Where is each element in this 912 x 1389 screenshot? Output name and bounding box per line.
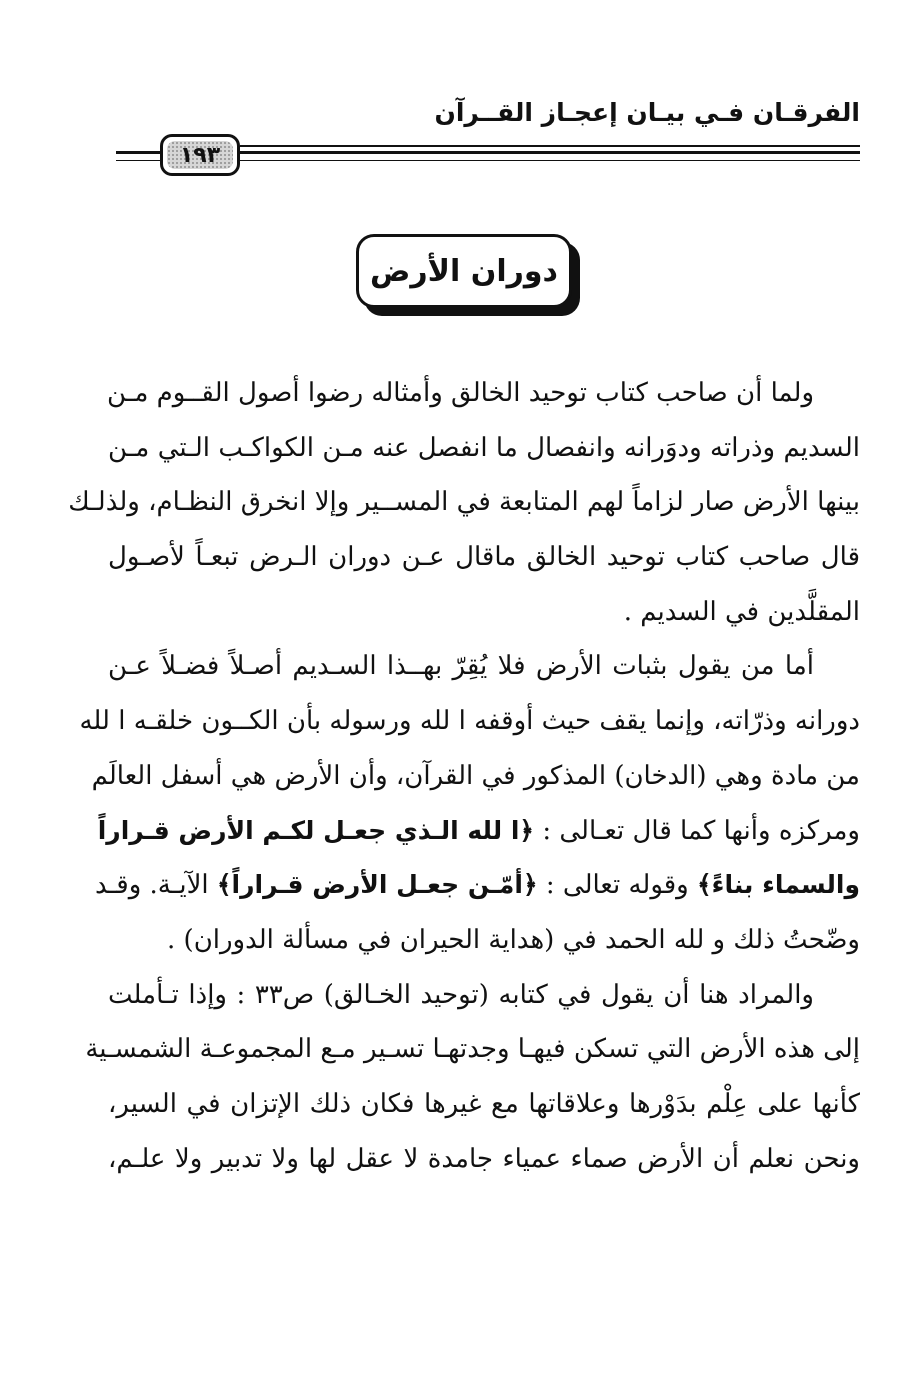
page-number-box: [160, 134, 240, 176]
text-line: كأنها على عِلْم بدَوْرها وعلاقاتها مع غيرها فكان ذلك الإتزان في السير،: [108, 1088, 860, 1119]
text-line: بينها الأرض صار لزاماً لهم المتابعة في المســير وإلا انخرق النظـام، ولذلـك: [68, 487, 860, 518]
text-line: قال صاحب كتاب توحيد الخالق ماقال عـن دوران الـرض تبعـاً لأصـول: [108, 542, 860, 573]
text-segment: ومركزه وأنها كما قال تعـالى :: [542, 815, 860, 846]
text-line: إلى هذه الأرض التي تسكن فيهـا وجدتهـا تسـير مـع المجموعـة الشمسـية: [85, 1034, 860, 1065]
running-title: الفرقـان فـي بيـان إعجـاز القــرآن: [434, 98, 860, 127]
quran-verse: ﴿أمّـن جعـل الأرض قـراراً﴾: [216, 870, 538, 900]
quran-verse: ﴿ا لله الـذي جعـل لكـم الأرض قـراراً: [97, 815, 535, 845]
quran-verse: والسماء بناءً﴾: [697, 870, 860, 900]
page-number: ١٩٣: [167, 141, 233, 169]
text-segment: الآيـة. وقـد: [95, 870, 209, 901]
header-rule: [240, 145, 860, 147]
header-rule: [116, 160, 162, 161]
text-line: ونحن نعلم أن الأرض صماء عمياء جامدة لا عقل لها ولا تدبير ولا علـم،: [108, 1143, 860, 1174]
header-rule: [240, 160, 860, 161]
text-line: من مادة وهي (الدخان) المذكور في القرآن، وأن الأرض هي أسفل العالَم: [91, 760, 860, 791]
text-line: المقلَّدين في السديم .: [623, 596, 860, 627]
text-line: والمراد هنا أن يقول في كتابه (توحيد الخـالق) ص٣٣ : وإذا تـأملت: [108, 979, 814, 1010]
text-line: دورانه وذرّاته، وإنما يقف حيث أوقفه ا لله ورسوله بأن الكــون خلقـه ا لله: [79, 706, 860, 737]
text-segment: وقوله تعالى :: [545, 870, 689, 901]
text-line: [97, 804, 860, 859]
text-line: [95, 858, 860, 913]
text-line: وضّحتُ ذلك و لله الحمد في (هداية الحيران في مسألة الدوران) .: [167, 924, 860, 955]
body-text: [68, 366, 860, 1186]
header-rule: [116, 151, 162, 154]
text-line: أما من يقول بثبات الأرض فلا يُقِرّ بهــذا السـديم أصـلاً فضـلاً عـن: [108, 651, 814, 682]
header-rule: [240, 151, 860, 154]
section-title: دوران الأرض: [356, 234, 572, 308]
text-line: السديم وذراته ودوَرانه وانفصال ما انفصل عنه مـن الكواكـب الـتي مـن: [108, 432, 860, 463]
text-line: ولما أن صاحب كتاب توحيد الخالق وأمثاله رضوا أصول القــوم مـن: [107, 378, 814, 408]
